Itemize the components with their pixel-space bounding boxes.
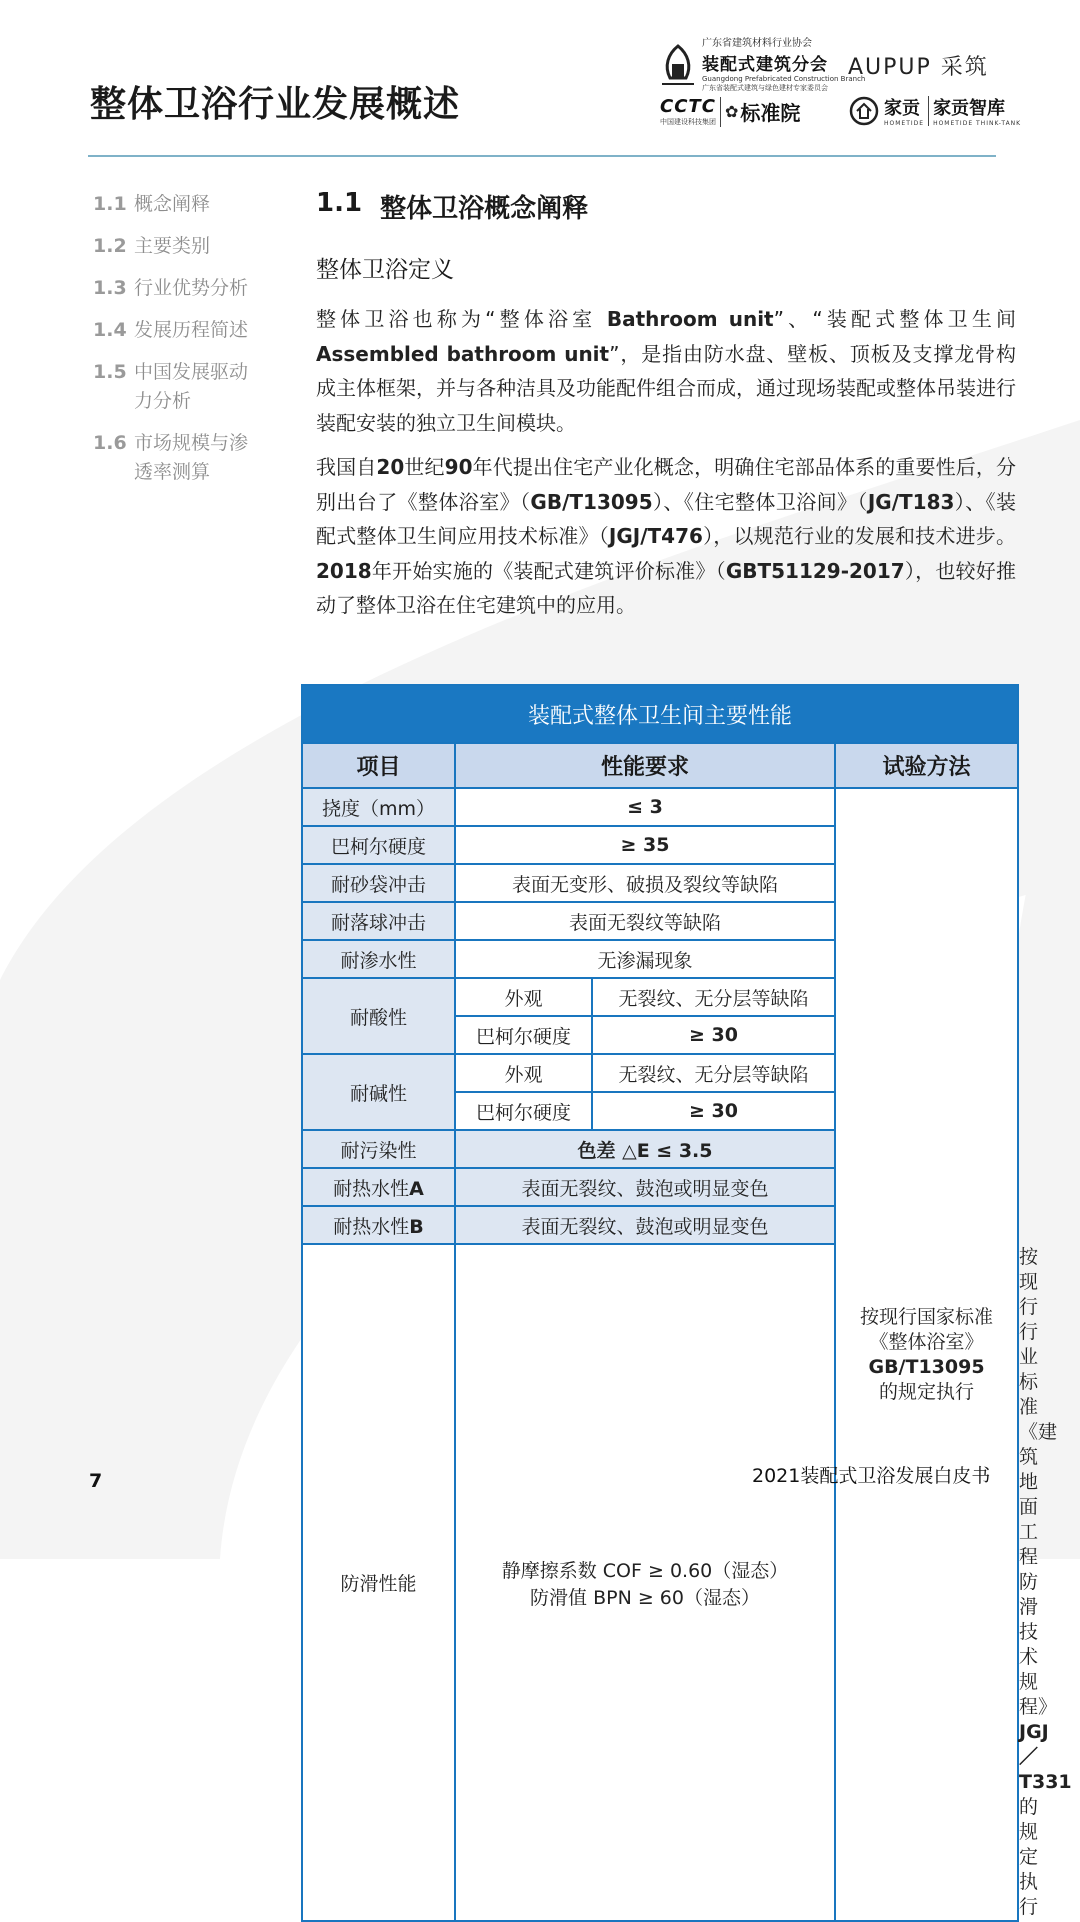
text-run-bold: Bathroom unit [606,307,774,331]
text-run: 年代提出住宅产业化概念，明确住宅部品体系的重要性后，分别出台了《整体浴室》（ [316,455,1017,514]
jiagong-logo [848,94,1021,127]
requirement-cell: 表面无变形、破损及裂纹等缺陷 [455,864,835,902]
requirement-cell: 色差 △E ≤ 3.5 [455,1130,835,1168]
requirement-cell: ≥ 30 [592,1016,835,1054]
table-of-contents [93,190,293,500]
toc-label: 发展历程简述 [134,319,249,341]
toc-label: 市场规模与渗透率测算 [134,432,249,483]
text-run-bold: 2018 [316,558,372,583]
text-run-bold: GBT51129-2017 [725,558,905,583]
table-header-row [302,743,1018,788]
column-header-method: 试验方法 [835,743,1018,788]
text-run-bold: JGJ/T476 [608,524,703,548]
association-logo [660,38,865,93]
requirement-cell: 无裂纹、无分层等缺陷 [592,978,835,1016]
cctc-logo-text: CCTC [660,96,716,117]
item-cell: 耐污染性 [302,1130,455,1168]
requirement-cell: 表面无裂纹、鼓泡或明显变色 [455,1168,835,1206]
association-english: Guangdong Prefabricated Construction Branch [702,75,866,83]
toc-number: 1.4 [93,319,127,341]
text-run-bold: 90 [444,455,473,479]
text-run: 的 [1019,1796,1039,1818]
text-run-bold: GB/T13095 [530,489,653,514]
text-run: 整体卫浴也称为“整体浴室 [316,307,607,331]
requirement-line: 静摩擦系数 COF ≥ 0.60（湿态） [501,1559,789,1582]
sub-item-cell: 巴柯尔硬度 [455,1016,592,1054]
toc-item-1-6[interactable] [93,429,293,487]
toc-item-1-1[interactable] [93,190,293,219]
subsection-title: 整体卫浴定义 [316,257,454,283]
toc-item-1-5[interactable] [93,358,293,416]
text-run: ），也较好推动了整体卫浴在住宅建筑中的应用。 [316,558,1016,617]
toc-item-1-3[interactable] [93,274,293,303]
table-row [302,788,1018,826]
definition-paragraph [316,302,1016,440]
performance-table [301,684,1072,1922]
toc-number: 1.1 [93,193,127,215]
association-committee: 广东省装配式建筑与绿色建材专家委员会 [702,84,828,92]
requirement-cell: ≥ 30 [592,1092,835,1130]
method-cell-national [835,788,1018,1921]
jiagong-logo-sub: HOMETIDE [884,120,925,127]
logo-divider [720,97,721,127]
text-run-bold: JGJ／T331 [1019,1721,1072,1793]
item-cell: 巴柯尔硬度 [302,826,455,864]
item-cell: 耐酸性 [302,978,455,1054]
text-run: ）、《装配式整体卫生间应用技术标准》（ [316,489,1017,548]
text-run: ”、“装配式整体卫生间 [773,307,1017,331]
aupup-logo-text: AUPUP 采筑 [848,55,989,80]
cctc-logo [660,96,800,127]
toc-label: 主要类别 [134,235,211,257]
requirement-cell: ≤ 3 [455,788,835,826]
toc-label: 行业优势分析 [134,277,249,299]
section-number: 1.1 [316,188,363,218]
requirement-cell: 无渗漏现象 [455,940,835,978]
item-cell: 挠度（mm） [302,788,455,826]
method-line: 《整体浴室》 [869,1330,984,1353]
standard-institute-icon: ✿ [725,102,739,121]
jiagong-logo-text: 家贡 [884,98,920,119]
logo-divider [928,96,929,126]
text-run: ”，是指由防水盘、壁板、顶板及支撑龙骨构成主体框架，并与各种洁具及功能配件组合而成，通过现场装配或整体吊装进行装配安装的独立卫生间模块。 [316,341,1016,435]
history-paragraph [316,450,1016,623]
method-line: 的规定执行 [879,1380,975,1403]
table-caption-row [302,685,1018,743]
column-header-requirement: 性能要求 [455,743,835,788]
text-run: 耐热水性 [333,1215,410,1238]
cctc-logo-sub: 中国建设科技集团 [660,118,716,126]
partner-logos [660,34,1020,134]
section-title: 整体卫浴概念阐释 [380,194,589,224]
header-rule [88,155,996,157]
aupup-logo [848,50,989,81]
text-run: 世纪 [404,455,445,479]
requirement-cell: 表面无裂纹等缺陷 [455,902,835,940]
text-run-bold: Assembled bathroom unit [316,341,610,366]
requirement-cell: 无裂纹、无分层等缺陷 [592,1054,835,1092]
jiagong-emblem-icon [848,95,880,127]
toc-label: 中国发展驱动力分析 [134,361,249,412]
association-branch: 装配式建筑分会 [702,55,828,75]
toc-number: 1.5 [93,361,127,383]
sub-item-cell: 外观 [455,1054,592,1092]
association-name: 广东省建筑材料行业协会 [702,38,812,49]
requirement-cell: 表面无裂纹、鼓泡或明显变色 [455,1206,835,1244]
column-header-item: 项目 [302,743,455,788]
table-row: 防滑性能 静摩擦系数 COF ≥ 0.60（湿态） 防滑值 BPN ≥ 60（湿态） 防滑技术规程》 JGJ／T331的 规定执行 [302,1244,1018,1921]
requirement-cell: ≥ 35 [455,826,835,864]
toc-number: 1.3 [93,277,127,299]
text-run: 年开始实施的《装配式建筑评价标准》（ [371,558,726,583]
text-run-bold: A [409,1177,424,1200]
toc-item-1-2[interactable] [93,232,293,261]
requirement-cell [455,1244,835,1921]
standard-institute-logo: 标准院 [740,101,801,125]
item-cell: 耐落球冲击 [302,902,455,940]
section-heading [316,188,1016,225]
page-number: 7 [89,1470,103,1492]
footer-title: 2021装配式卫浴发展白皮书 [752,1465,991,1487]
association-emblem-icon [660,44,696,88]
item-cell [302,1206,455,1244]
text-run-bold: 20 [376,455,405,479]
text-run-bold: JG/T183 [867,489,955,514]
method-line: 按现行国家标准 [860,1305,994,1328]
page-title: 整体卫浴行业发展概述 [90,84,461,125]
toc-number: 1.2 [93,235,127,257]
table-caption: 装配式整体卫生间主要性能 [302,685,1018,743]
method-line: GB/T13095 [868,1355,985,1378]
item-cell: 防滑性能 [302,1244,455,1921]
toc-label: 概念阐释 [134,193,211,215]
text-run: 耐热水性 [333,1177,410,1200]
item-cell: 耐砂袋冲击 [302,864,455,902]
jiagong-think-logo-sub: HOMETIDE THINK-TANK [933,120,1022,127]
text-run-bold: B [409,1215,424,1238]
toc-item-1-4[interactable] [93,316,293,345]
sub-item-cell: 巴柯尔硬度 [455,1092,592,1130]
requirement-line: 防滑值 BPN ≥ 60（湿态） [530,1586,760,1609]
text-run: ），以规范行业的发展和技术进步。 [702,524,1017,548]
text-run: ）、《住宅整体卫浴间》（ [652,489,868,514]
item-cell: 耐渗水性 [302,940,455,978]
item-cell [302,1168,455,1206]
jiagong-think-logo-text: 家贡智库 [933,98,1006,119]
main-content [316,188,1016,633]
text-run: 我国自 [316,455,377,479]
item-cell: 耐碱性 [302,1054,455,1130]
sub-item-cell: 外观 [455,978,592,1016]
toc-number: 1.6 [93,432,127,454]
